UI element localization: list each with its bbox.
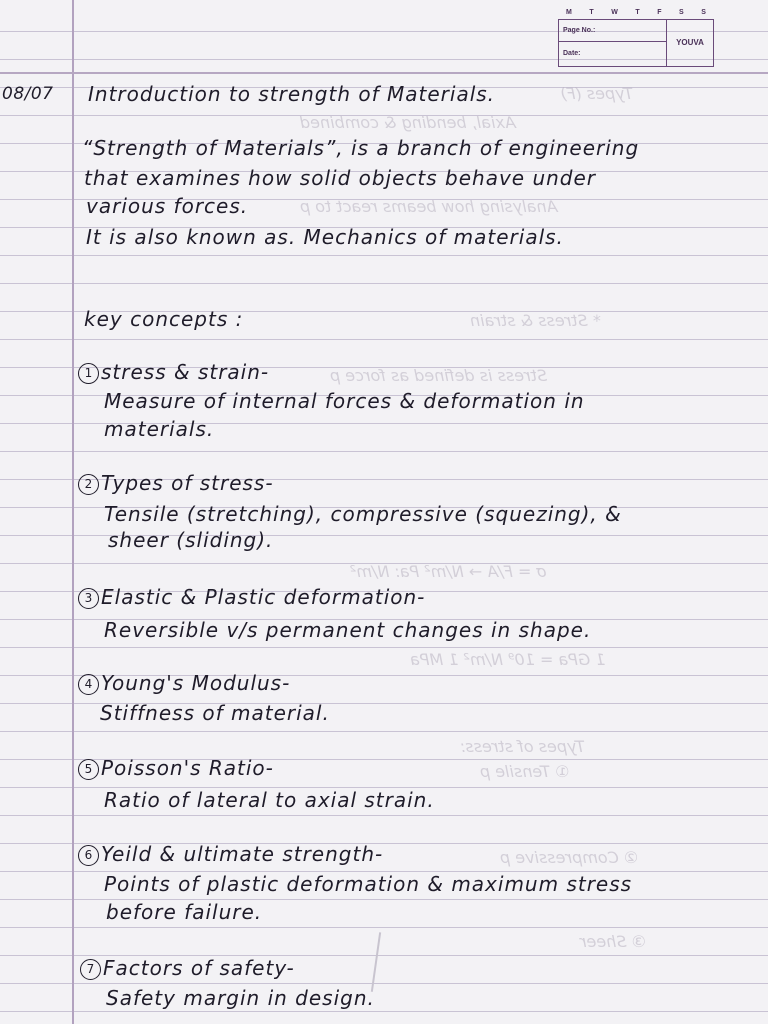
concept-line: Reversible v/s permanent changes in shape. [104, 618, 592, 642]
concept-title [78, 671, 290, 695]
concept-number: 5 [78, 759, 99, 780]
concept-title [78, 756, 274, 780]
date-label: Date: [563, 50, 581, 57]
bleed-through: 1 GPa = 10⁹ N/m² 1 MPa [410, 650, 606, 669]
concept-line: Safety margin in design. [106, 986, 375, 1010]
weekday-label: F [657, 9, 662, 16]
weekday-label: S [679, 9, 684, 16]
brand-logo: YOUVA [676, 38, 704, 47]
entry-date: 08/07 [2, 84, 54, 104]
concept-title [78, 585, 425, 609]
margin-line [72, 0, 74, 1024]
concept-title-text: stress & strain- [101, 360, 270, 384]
concept-title-text: Poisson's Ratio- [101, 756, 274, 780]
bleed-through: ③ Sheer [580, 932, 646, 951]
page-title: Introduction to strength of Materials. [88, 82, 496, 106]
concept-title-text: Yeild & ultimate strength- [101, 842, 384, 866]
concept-number: 3 [78, 588, 99, 609]
weekday-label: M [566, 9, 572, 16]
bleed-through: * Stress & strain [470, 311, 601, 330]
concept-line: Measure of internal forces & deformation in [104, 389, 585, 413]
concept-title [80, 956, 295, 980]
bleed-through: ② Compressive p [500, 848, 639, 867]
concept-title-text: Types of stress- [101, 471, 274, 495]
pencil-mark [371, 932, 381, 992]
concept-number: 4 [78, 674, 99, 695]
weekday-row [566, 9, 706, 16]
concept-line: Tensile (stretching), compressive (squezing), & [104, 502, 622, 526]
intro-line: that examines how solid objects behave under [84, 166, 597, 190]
concept-title [78, 842, 383, 866]
bleed-through: Types of stress: [460, 737, 585, 756]
concept-title-text: Factors of safety- [103, 956, 295, 980]
concept-line: Ratio of lateral to axial strain. [104, 788, 435, 812]
intro-line: It is also known as. Mechanics of materials. [86, 225, 564, 249]
concept-number: 6 [78, 845, 99, 866]
concept-title [78, 360, 269, 384]
bleed-through: Types (F) [560, 84, 633, 103]
bleed-through: Stress is defined as force p [330, 366, 548, 385]
concept-number: 2 [78, 474, 99, 495]
concept-line: before failure. [106, 900, 263, 924]
header-rule [0, 72, 768, 74]
key-concepts-heading: key concepts : [84, 307, 244, 331]
bleed-through: σ = F/A → N/m² Pa: N/m² [350, 562, 547, 581]
weekday-label: W [611, 9, 618, 16]
bleed-through: ① Tensile p [480, 762, 570, 781]
concept-title [78, 471, 274, 495]
bleed-through: Analysing how beams react to p [300, 197, 558, 216]
intro-line: various forces. [86, 194, 249, 218]
concept-number: 1 [78, 363, 99, 384]
concept-line: sheer (sliding). [108, 528, 274, 552]
weekday-label: S [701, 9, 706, 16]
concept-title-text: Elastic & Plastic deformation- [101, 585, 426, 609]
concept-title-text: Young's Modulus- [101, 671, 291, 695]
concept-line: Stiffness of material. [100, 701, 330, 725]
page-no-label: Page No.: [559, 20, 666, 42]
weekday-label: T [589, 9, 594, 16]
concept-line: materials. [104, 417, 215, 441]
weekday-label: T [635, 9, 640, 16]
intro-line: “Strength of Materials”, is a branch of engineering [82, 136, 640, 160]
page-header-box [558, 19, 714, 67]
concept-line: Points of plastic deformation & maximum stress [104, 872, 633, 896]
bleed-through: Axial, bending & combined [300, 113, 516, 132]
concept-number: 7 [80, 959, 101, 980]
